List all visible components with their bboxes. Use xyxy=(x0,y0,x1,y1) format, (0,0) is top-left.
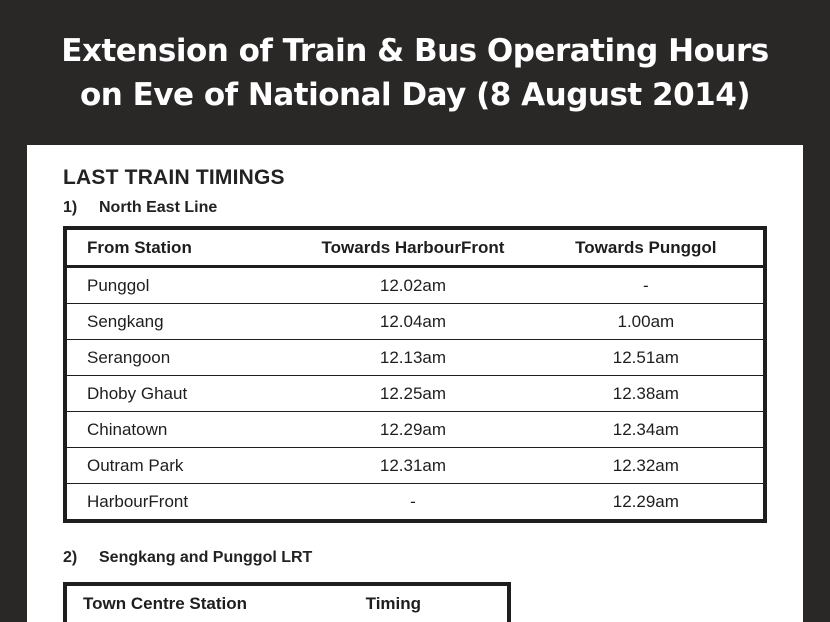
column-header-town-centre-station: Town Centre Station xyxy=(83,594,248,613)
table-header-row xyxy=(65,584,509,622)
time-cell: 12.34am xyxy=(529,412,765,448)
table-row xyxy=(65,376,765,412)
north-east-line-table xyxy=(63,226,767,523)
time-cell: 12.51am xyxy=(529,340,765,376)
time-cell: 12.25am xyxy=(297,376,528,412)
column-header-towards-punggol: Towards Punggol xyxy=(529,228,765,267)
time-cell: 1.00am xyxy=(529,304,765,340)
time-cell: 12.29am xyxy=(297,412,528,448)
column-header-towards-harbourfront: Towards HarbourFront xyxy=(297,228,528,267)
time-cell: 12.29am xyxy=(612,491,679,511)
station-cell: Serangoon xyxy=(65,340,297,376)
time-cell: - xyxy=(410,491,416,511)
content-card xyxy=(27,145,803,622)
time-cell: - xyxy=(529,267,765,304)
column-header-timing: Timing xyxy=(365,594,422,613)
subsection-north-east-line xyxy=(63,199,217,217)
column-header-from-station: From Station xyxy=(65,228,297,267)
station-cell: Dhoby Ghaut xyxy=(65,376,297,412)
station-cell: Sengkang xyxy=(65,304,297,340)
time-cell: 12.31am xyxy=(297,448,528,484)
subsection-label: North East Line xyxy=(99,199,218,216)
station-cell: HarbourFront xyxy=(87,491,189,511)
time-cell: 12.04am xyxy=(297,304,528,340)
table-row xyxy=(65,412,765,448)
subsection-number: 1) xyxy=(63,199,78,216)
section-title: LAST TRAIN TIMINGS xyxy=(63,166,285,189)
time-cell: 12.38am xyxy=(529,376,765,412)
header-banner xyxy=(0,0,830,145)
station-cell: Punggol xyxy=(65,267,297,304)
table-row xyxy=(65,304,765,340)
subsection-sengkang-punggol-lrt xyxy=(63,549,312,567)
time-cell: 12.13am xyxy=(297,340,528,376)
lrt-table xyxy=(63,582,511,622)
banner-title-line-1: Extension of Train & Bus Operating Hours xyxy=(61,32,769,69)
table-header-row xyxy=(65,228,765,267)
subsection-label: Sengkang and Punggol LRT xyxy=(99,549,313,566)
banner-title-line-2: on Eve of National Day (8 August 2014) xyxy=(79,76,750,113)
table-row xyxy=(65,484,765,522)
time-cell: 12.32am xyxy=(529,448,765,484)
table-row xyxy=(65,267,765,304)
subsection-number: 2) xyxy=(63,549,78,566)
station-cell: Chinatown xyxy=(65,412,297,448)
table-row xyxy=(65,340,765,376)
station-cell: Outram Park xyxy=(65,448,297,484)
table-row xyxy=(65,448,765,484)
time-cell: 12.02am xyxy=(297,267,528,304)
